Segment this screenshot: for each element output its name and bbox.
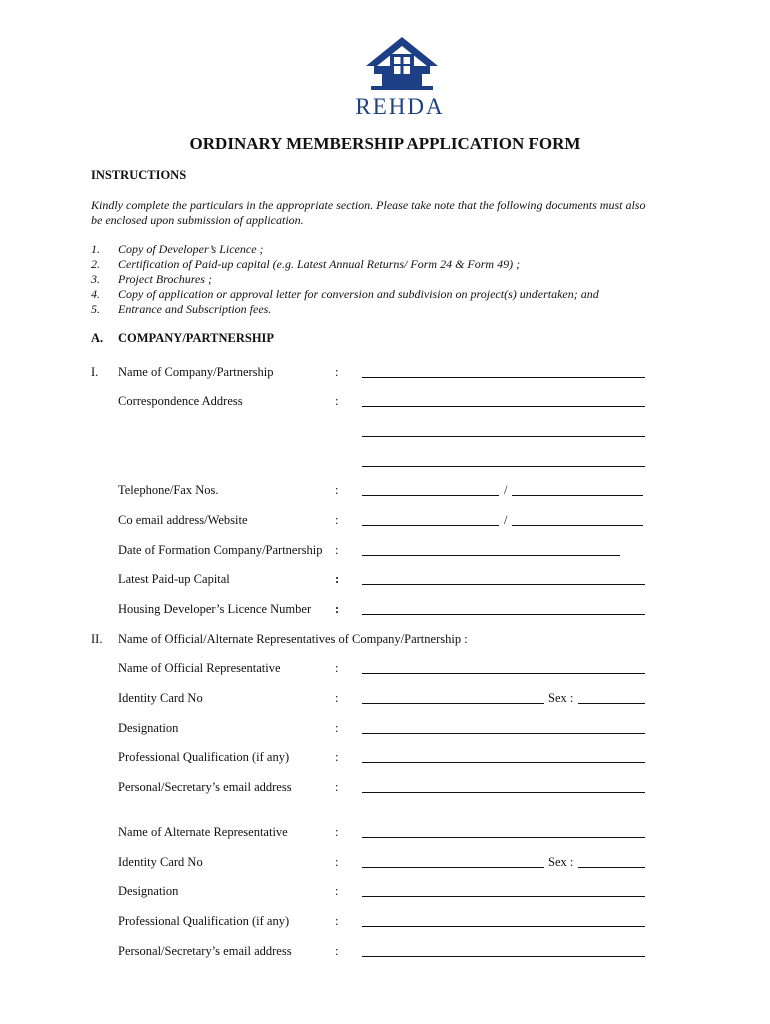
company-name-field[interactable] (362, 377, 645, 378)
list-item (91, 302, 599, 317)
sex-label: Sex : (548, 691, 574, 705)
list-text: Project Brochures ; (118, 272, 212, 286)
list-text: Entrance and Subscription fees. (118, 302, 272, 316)
colon: : (335, 513, 339, 527)
official-qualification-label: Professional Qualification (if any) (118, 750, 290, 764)
colon: : (335, 394, 339, 408)
colon: : (335, 944, 339, 958)
email-website-label: Co email address/Website (118, 513, 248, 527)
official-rep-label: Name of Official Representative (118, 661, 281, 675)
alternate-rep-field[interactable] (362, 837, 645, 838)
alternate-qualification-field[interactable] (362, 926, 645, 927)
colon: : (335, 691, 339, 705)
official-rep-field[interactable] (362, 673, 645, 674)
colon: : (335, 602, 340, 616)
colon: : (335, 572, 340, 586)
instructions-heading: INSTRUCTIONS (91, 168, 187, 182)
official-qualification-field[interactable] (362, 762, 645, 763)
list-text: Copy of application or approval letter for conversion and subdivision on project(s) undertaken; and (118, 287, 599, 301)
colon: : (335, 661, 339, 675)
paid-up-capital-label: Latest Paid-up Capital (118, 572, 230, 586)
list-item (91, 287, 599, 302)
part-number: II. (91, 632, 103, 646)
colon: : (335, 884, 339, 898)
licence-number-field[interactable] (362, 614, 645, 615)
alternate-sex-field[interactable] (578, 867, 645, 868)
list-item (91, 242, 599, 257)
list-number: 2. (91, 257, 100, 271)
address-field-line-3[interactable] (362, 466, 645, 467)
alternate-qualification-label: Professional Qualification (if any) (118, 914, 290, 928)
intro-line: be enclosed upon submission of application. (91, 213, 304, 227)
house-roof-icon (364, 36, 440, 92)
date-of-formation-label: Date of Formation Company/Partnership (118, 543, 323, 557)
alternate-email-field[interactable] (362, 956, 645, 957)
colon: : (335, 914, 339, 928)
official-email-field[interactable] (362, 792, 645, 793)
alternate-email-label: Personal/Secretary’s email address (118, 944, 292, 958)
alternate-ic-label: Identity Card No (118, 855, 203, 869)
official-ic-label: Identity Card No (118, 691, 203, 705)
list-number: 5. (91, 302, 100, 316)
part-heading: Name of Official/Alternate Representatives of Company/Partnership : (118, 632, 468, 646)
colon: : (335, 721, 339, 735)
colon: : (335, 750, 339, 764)
official-sex-field[interactable] (578, 703, 645, 704)
section-heading: COMPANY/PARTNERSHIP (118, 331, 275, 345)
website-field[interactable] (512, 525, 643, 526)
company-name-label: Name of Company/Partnership (118, 365, 274, 379)
list-text: Certification of Paid-up capital (e.g. Latest Annual Returns/ Form 24 & Form 49) ; (118, 257, 521, 271)
email-field[interactable] (362, 525, 499, 526)
address-field-line-1[interactable] (362, 406, 645, 407)
list-text: Copy of Developer’s Licence ; (118, 242, 264, 256)
date-of-formation-field[interactable] (362, 555, 620, 556)
official-designation-label: Designation (118, 721, 179, 735)
instructions-intro (91, 198, 691, 228)
colon: : (335, 543, 339, 557)
colon: : (335, 365, 339, 379)
alternate-ic-field[interactable] (362, 867, 544, 868)
list-number: 4. (91, 287, 100, 301)
telephone-field[interactable] (362, 495, 499, 496)
list-number: 3. (91, 272, 100, 286)
official-designation-field[interactable] (362, 733, 645, 734)
list-item (91, 257, 599, 272)
alternate-designation-field[interactable] (362, 896, 645, 897)
part-number: I. (91, 365, 99, 379)
paid-up-capital-field[interactable] (362, 584, 645, 585)
address-field-line-2[interactable] (362, 436, 645, 437)
separator: / (504, 483, 508, 497)
list-item (91, 272, 599, 287)
official-ic-field[interactable] (362, 703, 544, 704)
separator: / (504, 513, 508, 527)
sex-label: Sex : (548, 855, 574, 869)
fax-field[interactable] (512, 495, 643, 496)
list-number: 1. (91, 242, 100, 256)
official-email-label: Personal/Secretary’s email address (118, 780, 292, 794)
alternate-rep-label: Name of Alternate Representative (118, 825, 288, 839)
intro-line: Kindly complete the particulars in the appropriate section. Please take note that the following documents must also (91, 198, 646, 212)
alternate-designation-label: Designation (118, 884, 179, 898)
colon: : (335, 825, 339, 839)
documents-list (91, 242, 599, 317)
form-title: ORDINARY MEMBERSHIP APPLICATION FORM (189, 134, 581, 153)
section-letter: A. (91, 331, 104, 345)
brand-name: REHDA (355, 94, 445, 119)
colon: : (335, 855, 339, 869)
address-label: Correspondence Address (118, 394, 243, 408)
colon: : (335, 483, 339, 497)
licence-number-label: Housing Developer’s Licence Number (118, 602, 312, 616)
colon: : (335, 780, 339, 794)
telephone-fax-label: Telephone/Fax Nos. (118, 483, 219, 497)
